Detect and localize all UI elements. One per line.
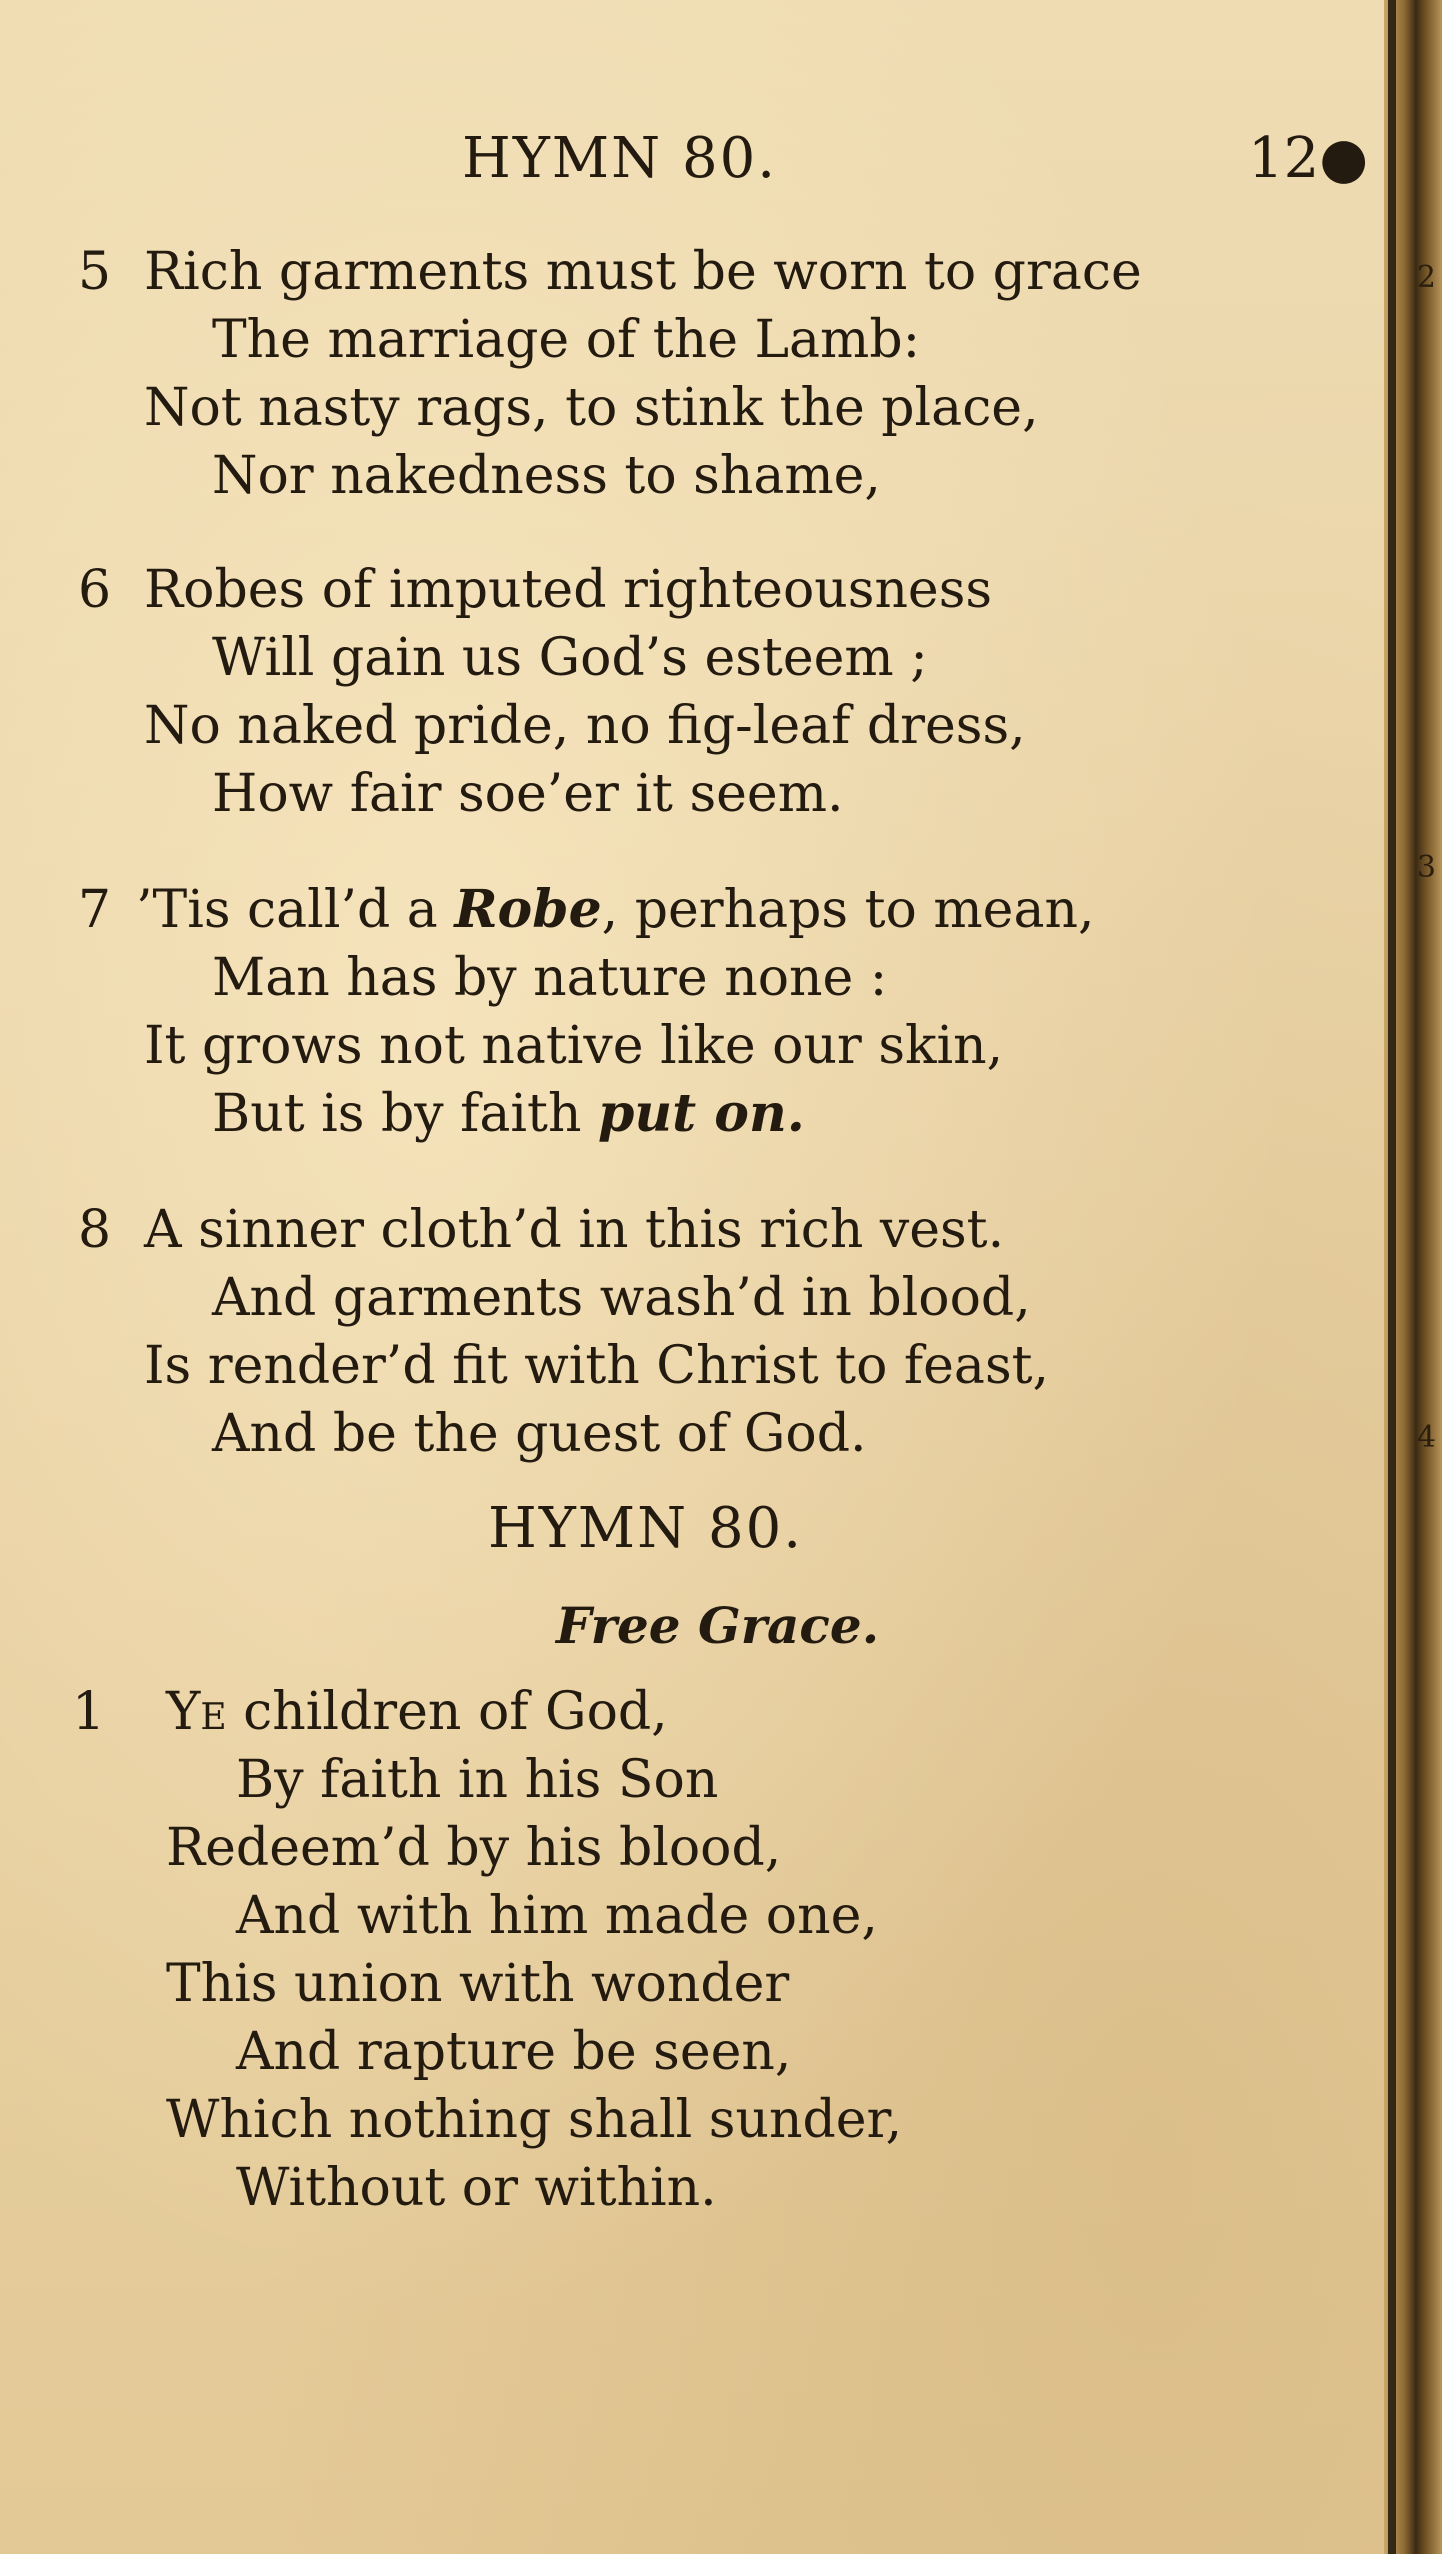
verse-line: And be the guest of God. xyxy=(212,1404,867,1464)
verse-line-text: , perhaps to mean, xyxy=(601,880,1095,940)
verse-line: It grows not native like our skin, xyxy=(144,1016,1004,1076)
verse-number: 5 xyxy=(78,242,112,302)
verse-line: This union with wonder xyxy=(166,1954,790,2014)
edge-mark: 3 xyxy=(1416,850,1436,885)
verse-line: Not nasty rags, to stink the place, xyxy=(144,378,1039,438)
verse-first-word: Ye xyxy=(166,1682,227,1742)
page-number: 12● xyxy=(1248,126,1369,191)
verse-line: Redeem’d by his blood, xyxy=(166,1818,782,1878)
verse-line-text: ’Tis call’d a xyxy=(136,880,455,940)
verse-line xyxy=(166,1682,668,1742)
verse-line: A sinner cloth’d in this rich vest. xyxy=(144,1200,1005,1260)
verse-number: 7 xyxy=(78,880,112,940)
hymn-title: HYMN 80. xyxy=(488,1496,804,1561)
verse-line: Man has by nature none : xyxy=(212,948,888,1008)
gutter-shadow-line xyxy=(1388,0,1396,2554)
verse-line: And garments wash’d in blood, xyxy=(212,1268,1031,1328)
verse-number: 6 xyxy=(78,560,112,620)
verse-line: Will gain us God’s esteem ; xyxy=(212,628,928,688)
verse-number: 1 xyxy=(72,1682,106,1742)
verse-line-emphasis: Robe xyxy=(454,879,602,940)
verse-line-emphasis: put on. xyxy=(597,1083,805,1144)
verse-line: Which nothing shall sunder, xyxy=(166,2090,903,2150)
verse-number: 8 xyxy=(78,1200,112,1260)
verse-line-text: children of God, xyxy=(226,1682,668,1742)
verse-line: Is render’d fit with Christ to feast, xyxy=(144,1336,1050,1396)
verse-line: The marriage of the Lamb: xyxy=(212,310,921,370)
edge-mark: 2 xyxy=(1416,260,1436,295)
hymn-subtitle: Free Grace. xyxy=(556,1596,880,1655)
verse-line: Without or within. xyxy=(236,2158,717,2218)
verse-line: How fair soe’er it seem. xyxy=(212,764,844,824)
verse-line: Robes of imputed righteousness xyxy=(144,560,993,620)
verse-line-text: But is by faith xyxy=(212,1084,598,1144)
verse-line: Rich garments must be worn to grace xyxy=(144,242,1142,302)
verse-line: And rapture be seen, xyxy=(236,2022,792,2082)
verse-line: Nor nakedness to shame, xyxy=(212,446,881,506)
verse-line: No naked pride, no fig-leaf dress, xyxy=(144,696,1026,756)
verse-line: And with him made one, xyxy=(236,1886,878,1946)
verse-line xyxy=(212,1083,805,1144)
verse-line: By faith in his Son xyxy=(236,1750,719,1810)
running-header-title: HYMN 80. xyxy=(462,126,778,191)
verse-line xyxy=(136,879,1095,940)
edge-mark: 4 xyxy=(1416,1420,1436,1455)
